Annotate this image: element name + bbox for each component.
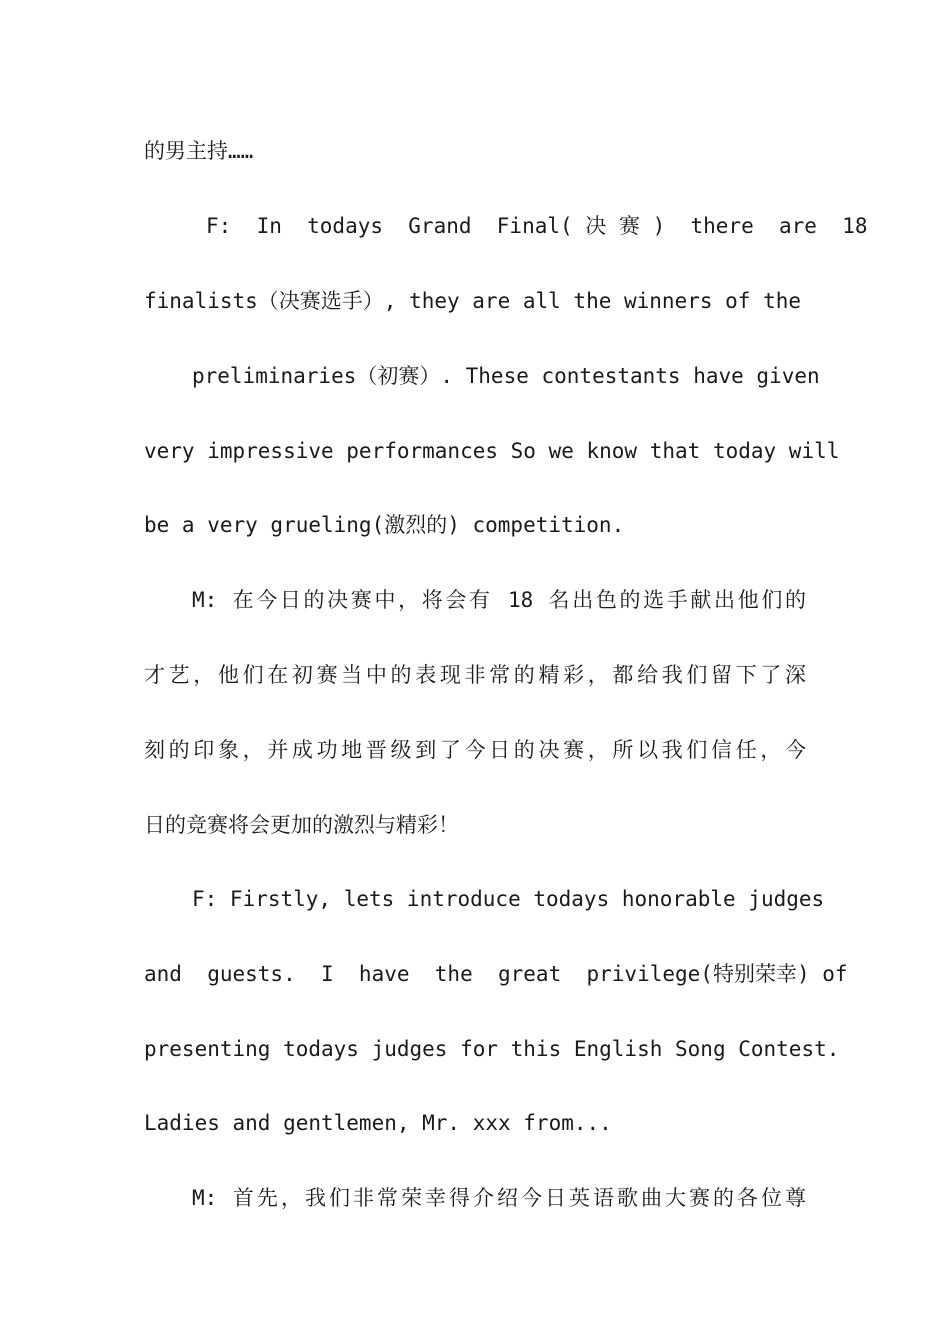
text-line-6: be a very grueling(激烈的) competition. xyxy=(144,513,625,537)
text-line-9: 刻的印象，并成功地晋级到了今日的决赛，所以我们信任，今 xyxy=(144,738,806,762)
text-line-13: presenting todays judges for this English Song Contest. xyxy=(144,1037,840,1061)
text-line-12: and guests. I have the great privilege(特别荣幸) of xyxy=(144,962,848,986)
text-line-4: preliminaries（初赛）. These contestants have given xyxy=(192,364,820,388)
text-line-3: finalists（决赛选手）, they are all the winners of the xyxy=(144,289,802,313)
text-line-1: 的男主持…… xyxy=(144,139,254,163)
text-line-8: 才艺，他们在初赛当中的表现非常的精彩，都给我们留下了深 xyxy=(144,663,806,687)
text-line-15: M: 首先，我们非常荣幸得介绍今日英语歌曲大赛的各位尊 xyxy=(192,1186,806,1210)
text-line-7: M: 在今日的决赛中，将会有 18 名出色的选手献出他们的 xyxy=(192,588,806,612)
text-line-5: very impressive performances So we know that today will xyxy=(144,439,840,463)
text-line-14: Ladies and gentlemen, Mr. xxx from... xyxy=(144,1111,612,1135)
text-line-11: F: Firstly, lets introduce todays honorable judges xyxy=(192,887,825,911)
text-line-10: 日的竞赛将会更加的激烈与精彩！ xyxy=(144,813,459,837)
text-line-2: F: In todays Grand Final( 决 赛 ) there are 18 xyxy=(206,214,868,238)
